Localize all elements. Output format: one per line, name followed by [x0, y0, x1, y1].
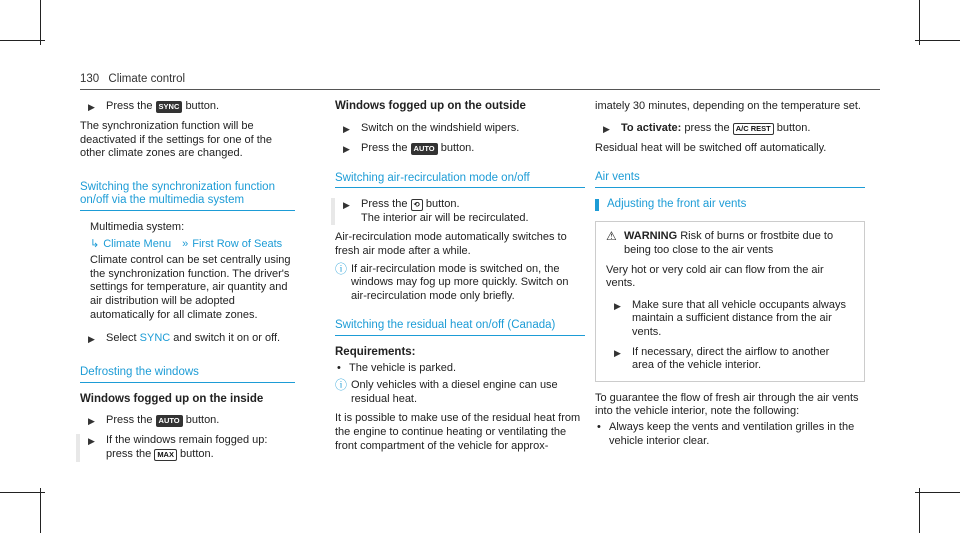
list-item: • The vehicle is parked.	[337, 361, 456, 374]
section-heading: Switching the residual heat on/off (Canada)	[335, 319, 585, 336]
section-heading: Switching air-recirculation mode on/off	[335, 172, 585, 189]
auto-button-icon: AUTO	[411, 143, 438, 155]
step: ▶ If necessary, direct the airflow to another area of the vehicle interior.	[606, 346, 854, 373]
subheading: Requirements:	[335, 345, 416, 358]
crop-mark	[0, 492, 45, 493]
arrow-icon: ▶	[603, 123, 610, 134]
paragraph: The synchronization function will be deactivated if the settings for one of the other climate zones are changed.	[80, 120, 273, 160]
heading-marker	[595, 199, 599, 211]
auto-button-icon: AUTO	[156, 415, 183, 427]
list-item: • Always keep the vents and ventilation grilles in the vehicle interior clear.	[597, 420, 855, 447]
header-divider	[80, 89, 880, 90]
arrow-icon: ▶	[343, 143, 350, 154]
return-arrow-icon: ↳	[90, 237, 100, 250]
double-chevron-icon: »	[182, 237, 189, 250]
column-2	[335, 100, 585, 453]
step: ▶ Press the AUTO button.	[80, 414, 295, 428]
arrow-icon: ▶	[88, 102, 95, 112]
max-defrost-button-icon: MAX	[154, 449, 177, 461]
warning-box	[595, 221, 865, 381]
section-title: Climate control	[108, 73, 186, 85]
subheading: Windows fogged up on the outside	[335, 100, 526, 112]
subheading: Windows fogged up on the inside	[80, 392, 264, 405]
step: ▶ Make sure that all vehicle occupants always maintain a sufficient distance from the air vents.	[606, 299, 854, 340]
column-3	[595, 100, 865, 450]
subheading: Adjusting the front air vents	[595, 198, 865, 212]
ac-rest-button-icon: A/C REST	[733, 123, 774, 135]
crop-mark	[919, 488, 920, 533]
crop-mark	[919, 0, 920, 45]
step: ▶ Switch on the windshield wipers.	[335, 122, 585, 136]
step: ▶ Press the SYNC button.	[80, 100, 295, 114]
paragraph: Air-recirculation mode automatically switches to fresh air mode after a while.	[335, 231, 567, 257]
note: ⓘ Only vehicles with a diesel engine can use residual heat.	[335, 378, 558, 405]
paragraph: To guarantee the flow of fresh air through the air vents into the vehicle interior, note the following:	[595, 391, 859, 418]
arrow-icon: ▶	[343, 200, 350, 211]
info-icon: ⓘ	[335, 261, 348, 276]
arrow-icon: ▶	[343, 123, 350, 134]
arrow-icon: ▶	[88, 334, 95, 345]
paragraph: Multimedia system:	[90, 220, 185, 233]
page-number: 130	[80, 73, 100, 85]
section-heading: Defrosting the windows	[80, 366, 295, 383]
section-heading: Switching the synchronization function on/off via the multimedia system	[80, 181, 295, 211]
step: ▶ Press the ⟲ button. The interior air will be recirculated.	[331, 198, 585, 225]
step: ▶ Press the AUTO button.	[335, 142, 585, 156]
recirculation-button-icon: ⟲	[411, 199, 423, 211]
arrow-icon: ▶	[614, 347, 621, 358]
sync-button-icon: SYNC	[156, 101, 183, 113]
step: ▶ If the windows remain fogged up: press the MAX button.	[76, 434, 295, 461]
paragraph: It is possible to make use of the residual heat from the engine to continue heating or ventilating the front compartment of the vehicle for approx-	[335, 412, 581, 452]
crop-mark	[40, 488, 41, 533]
paragraph: imately 30 minutes, depending on the temperature set.	[595, 100, 861, 112]
crop-mark	[0, 40, 45, 41]
paragraph: Climate control can be set centrally using the synchronization function. The driver's settings for temperature, air quantity and air distribution will be adopted automatically for all climate zones.	[90, 254, 291, 321]
crop-mark	[40, 0, 41, 45]
paragraph: Very hot or very cold air can flow from the air vents.	[606, 263, 824, 290]
menu-path: ↳ Climate Menu » First Row of Seats	[90, 237, 283, 250]
arrow-icon: ▶	[614, 300, 621, 311]
paragraph: Residual heat will be switched off automatically.	[595, 141, 827, 154]
step: ▶ To activate: press the A/C REST button.	[595, 122, 865, 136]
step: ▶ Select SYNC and switch it on or off.	[80, 332, 295, 346]
note: ⓘ If air-recirculation mode is switched on, the windows may fog up more quickly. Switch on air-recirculation mode only briefly.	[335, 261, 569, 302]
section-heading: Air vents	[595, 171, 865, 188]
column-1	[80, 100, 295, 468]
warning-triangle-icon: ⚠	[606, 229, 617, 244]
info-icon: ⓘ	[335, 378, 348, 393]
arrow-icon: ▶	[88, 416, 95, 427]
warning-header: ⚠ WARNING Risk of burns or frostbite due to being too close to the air vents	[606, 229, 834, 256]
crop-mark	[915, 492, 960, 493]
crop-mark	[915, 40, 960, 41]
arrow-icon: ▶	[88, 436, 95, 447]
page-header	[80, 73, 185, 85]
